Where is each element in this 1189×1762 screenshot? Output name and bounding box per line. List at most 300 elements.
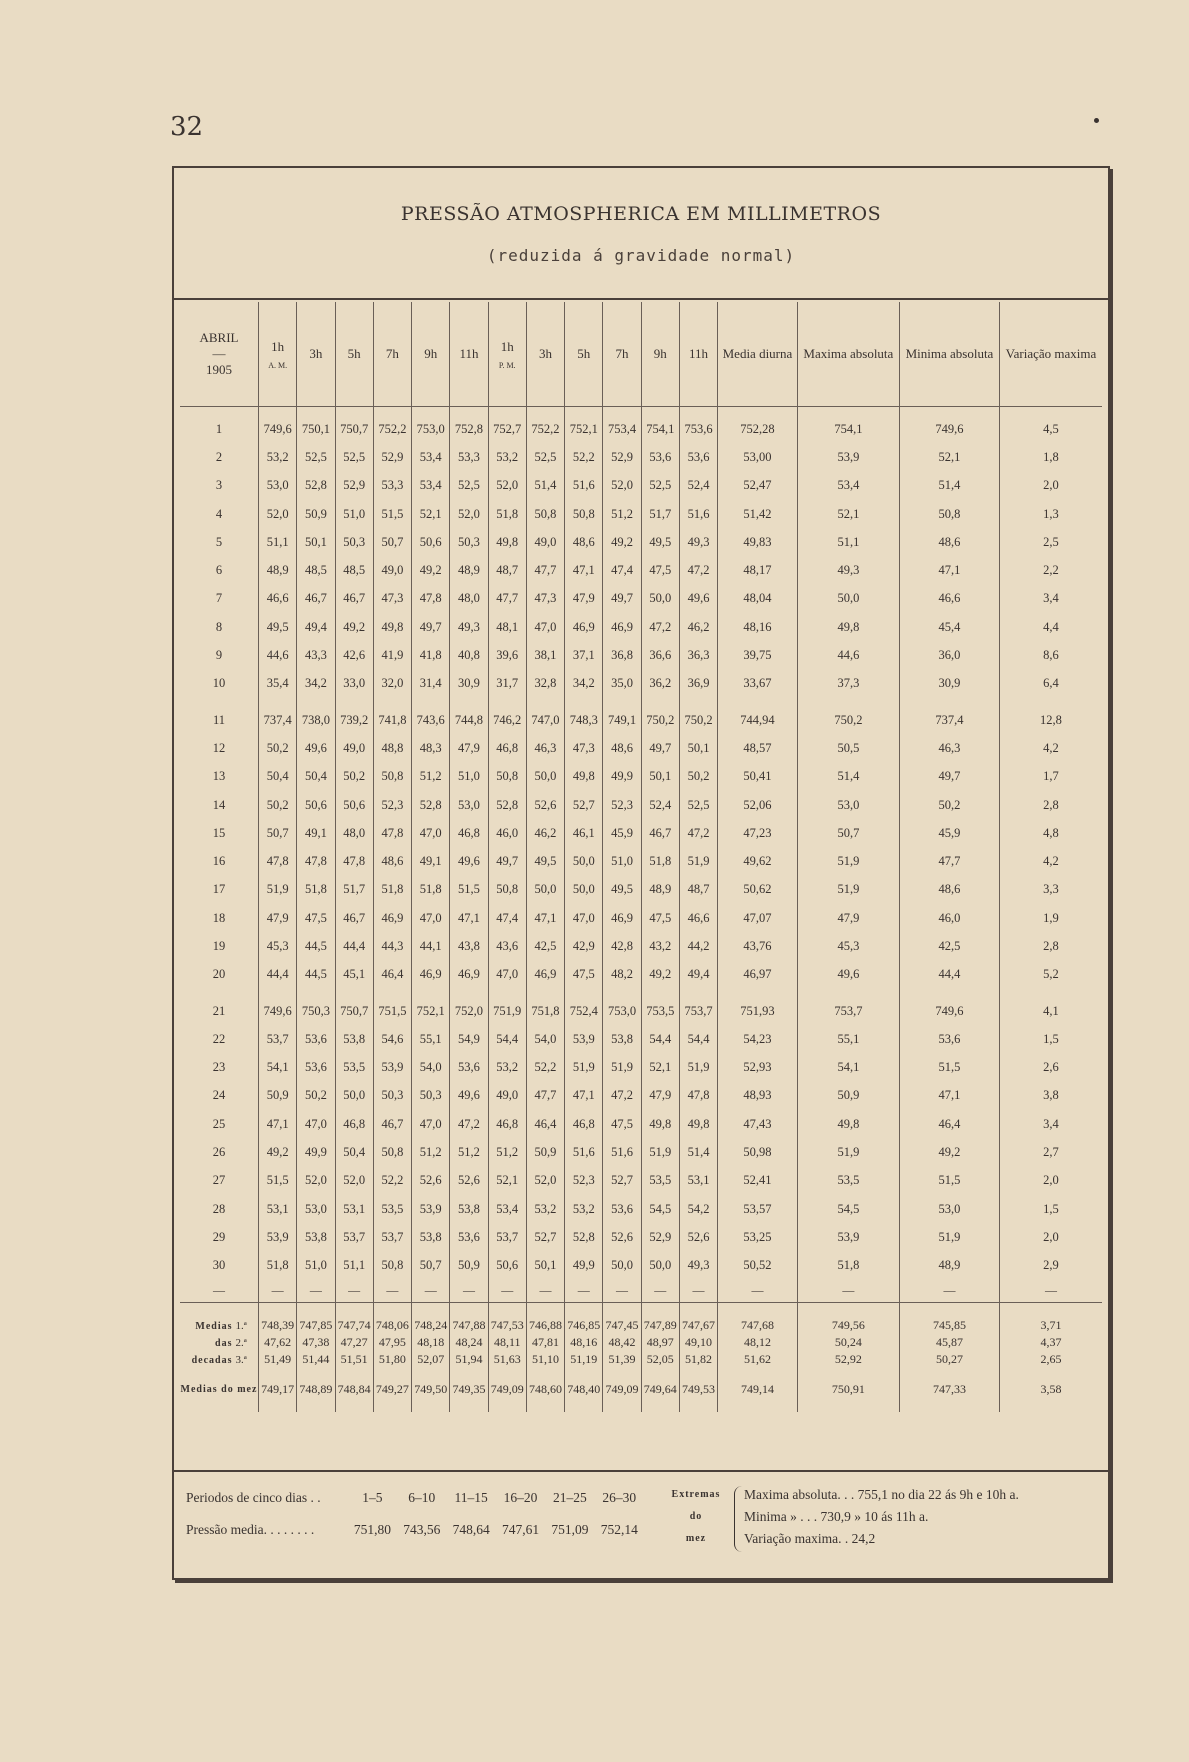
value-cell: 737,4: [259, 698, 297, 734]
table-row: [180, 1054, 1102, 1082]
decade-value: 48,42: [603, 1334, 641, 1351]
value-cell: 48,6: [603, 734, 641, 762]
value-cell: 53,0: [297, 1195, 335, 1223]
value-cell: 51,2: [412, 1138, 450, 1166]
value-cell: 52,0: [603, 472, 641, 500]
value-cell: 46,9: [450, 961, 488, 989]
table-row: [180, 904, 1102, 932]
hour-header: [679, 302, 717, 407]
table-frame: [172, 166, 1110, 1580]
value-cell: 47,3: [526, 585, 564, 613]
value-cell: 47,0: [526, 613, 564, 641]
decade-label-cell: [180, 1302, 259, 1334]
value-cell: 50,9: [526, 1138, 564, 1166]
value-cell: 50,8: [488, 763, 526, 791]
value-cell: 47,1: [450, 904, 488, 932]
value-cell: 750,1: [297, 407, 335, 444]
value-cell: 51,7: [335, 876, 373, 904]
value-cell: 50,4: [259, 763, 297, 791]
hour-header: [488, 302, 526, 407]
value-cell: 47,8: [412, 585, 450, 613]
value-cell: 51,8: [641, 847, 679, 875]
periodos-label: Periodos de cinco dias . .: [186, 1490, 321, 1505]
hour-header: [603, 302, 641, 407]
value-cell: 50,0: [565, 876, 603, 904]
dash-cell: —: [999, 1280, 1102, 1303]
value-cell: 50,98: [718, 1138, 798, 1166]
mez-value: 749,50: [412, 1368, 450, 1412]
dash-cell: —: [488, 1280, 526, 1303]
value-cell: 51,42: [718, 500, 798, 528]
value-cell: 51,0: [335, 500, 373, 528]
value-cell: 36,3: [679, 641, 717, 669]
value-cell: 750,2: [641, 698, 679, 734]
value-cell: 35,0: [603, 670, 641, 698]
dash-row: [180, 1280, 1102, 1303]
value-cell: 4,2: [999, 734, 1102, 762]
mez-value: 3,58: [999, 1368, 1102, 1412]
extremas-line: Minima » . . . 730,9 » 10 ás 11h a.: [744, 1509, 929, 1524]
day-cell: 15: [212, 825, 226, 840]
value-cell: 52,6: [450, 1167, 488, 1195]
value-cell: 51,9: [259, 876, 297, 904]
decade-value: 748,06: [373, 1302, 411, 1334]
value-cell: 49,8: [565, 763, 603, 791]
value-cell: 50,9: [259, 1082, 297, 1110]
day-cell: 8: [215, 619, 223, 634]
value-cell: 51,9: [679, 847, 717, 875]
hour-label: 7h: [385, 346, 399, 361]
value-cell: 753,7: [679, 989, 717, 1025]
value-cell: 52,3: [603, 791, 641, 819]
value-cell: 749,6: [900, 407, 1000, 444]
decade-value: 746,85: [565, 1302, 603, 1334]
value-cell: 49,8: [797, 1110, 899, 1138]
value-cell: 48,0: [335, 819, 373, 847]
decade-value: 48,97: [641, 1334, 679, 1351]
value-cell: 53,7: [373, 1223, 411, 1251]
value-cell: 49,2: [335, 613, 373, 641]
value-cell: 47,8: [259, 847, 297, 875]
value-cell: 49,7: [641, 734, 679, 762]
value-cell: 744,8: [450, 698, 488, 734]
value-cell: 49,2: [900, 1138, 1000, 1166]
periodos-row: [186, 1490, 642, 1506]
value-cell: 52,4: [641, 791, 679, 819]
decade-row: [180, 1351, 1102, 1368]
value-cell: 744,94: [718, 698, 798, 734]
value-cell: 54,2: [679, 1195, 717, 1223]
value-cell: 751,9: [488, 989, 526, 1025]
decade-label-cell: [180, 1351, 259, 1368]
value-cell: 42,9: [565, 932, 603, 960]
value-cell: 50,3: [450, 528, 488, 556]
value-cell: 49,9: [297, 1138, 335, 1166]
value-cell: 753,0: [412, 407, 450, 444]
decade-value: 45,87: [900, 1334, 1000, 1351]
value-cell: 47,2: [603, 1082, 641, 1110]
pressao-cell: 751,80: [353, 1522, 391, 1537]
value-cell: 43,3: [297, 641, 335, 669]
value-cell: 53,0: [900, 1195, 1000, 1223]
value-cell: 54,1: [259, 1054, 297, 1082]
value-cell: 49,2: [641, 961, 679, 989]
value-cell: 8,6: [999, 641, 1102, 669]
table-row: [180, 961, 1102, 989]
decade-value: 51,80: [373, 1351, 411, 1368]
value-cell: 52,0: [526, 1167, 564, 1195]
value-cell: 52,6: [603, 1223, 641, 1251]
value-cell: 42,5: [526, 932, 564, 960]
hour-label: 5h: [577, 346, 591, 361]
value-cell: 47,2: [641, 613, 679, 641]
value-cell: 743,6: [412, 698, 450, 734]
value-cell: 753,7: [797, 989, 899, 1025]
value-cell: 47,0: [412, 904, 450, 932]
value-cell: 35,4: [259, 670, 297, 698]
value-cell: 50,6: [335, 791, 373, 819]
value-cell: 50,8: [488, 876, 526, 904]
value-cell: 754,1: [641, 407, 679, 444]
value-cell: 45,9: [900, 819, 1000, 847]
value-cell: 50,62: [718, 876, 798, 904]
dash-cell: —: [213, 1283, 225, 1298]
periodo-cell: 26–30: [602, 1490, 637, 1505]
value-cell: 53,4: [797, 472, 899, 500]
decade-label-cell: [180, 1334, 259, 1351]
variacao-header: Variação maxima: [999, 302, 1102, 407]
value-cell: 51,6: [679, 500, 717, 528]
table-row: [180, 763, 1102, 791]
value-cell: 2,0: [999, 472, 1102, 500]
value-cell: 46,0: [900, 904, 1000, 932]
value-cell: 49,0: [373, 556, 411, 584]
value-cell: 49,7: [603, 585, 641, 613]
value-cell: 50,6: [412, 528, 450, 556]
decade-value: 51,82: [679, 1351, 717, 1368]
decade-value: 52,92: [797, 1351, 899, 1368]
value-cell: 52,3: [565, 1167, 603, 1195]
value-cell: 50,2: [259, 791, 297, 819]
page-number: 32: [170, 112, 204, 142]
decade-value: 48,11: [488, 1334, 526, 1351]
table-row: [180, 819, 1102, 847]
header-row: [180, 302, 1102, 407]
value-cell: 2,0: [999, 1223, 1102, 1251]
value-cell: 746,2: [488, 698, 526, 734]
decade-ordinal: 1.ª: [235, 1319, 247, 1332]
value-cell: 48,5: [297, 556, 335, 584]
day-cell: 18: [212, 910, 226, 925]
day-cell: 26: [212, 1145, 226, 1160]
value-cell: 47,7: [900, 847, 1000, 875]
value-cell: 749,6: [259, 989, 297, 1025]
minima-header: Minima absoluta: [900, 302, 1000, 407]
day-cell: 13: [212, 769, 226, 784]
hour-label: 11h: [689, 346, 709, 361]
value-cell: 50,0: [797, 585, 899, 613]
value-cell: 52,8: [297, 472, 335, 500]
value-cell: 54,23: [718, 1025, 798, 1053]
value-cell: 53,7: [259, 1025, 297, 1053]
value-cell: 748,3: [565, 698, 603, 734]
value-cell: 51,0: [603, 847, 641, 875]
value-cell: 52,5: [335, 443, 373, 471]
periodo-cell: 6–10: [408, 1490, 436, 1505]
value-cell: 752,8: [450, 407, 488, 444]
table-row: [180, 1252, 1102, 1280]
value-cell: 49,3: [450, 613, 488, 641]
pm-label: P. M.: [498, 360, 516, 370]
value-cell: 53,8: [335, 1025, 373, 1053]
value-cell: 49,8: [797, 613, 899, 641]
value-cell: 53,9: [373, 1054, 411, 1082]
value-cell: 51,2: [488, 1138, 526, 1166]
value-cell: 53,4: [488, 1195, 526, 1223]
table-row: [180, 1025, 1102, 1053]
table-row: [180, 734, 1102, 762]
value-cell: 53,25: [718, 1223, 798, 1251]
value-cell: 53,5: [641, 1167, 679, 1195]
value-cell: 51,5: [900, 1054, 1000, 1082]
value-cell: 749,1: [603, 698, 641, 734]
value-cell: 51,4: [526, 472, 564, 500]
value-cell: 752,2: [526, 407, 564, 444]
value-cell: 30,9: [900, 670, 1000, 698]
value-cell: 49,6: [679, 585, 717, 613]
decade-label: Medias: [195, 1320, 233, 1332]
value-cell: 50,7: [373, 528, 411, 556]
value-cell: 51,6: [565, 1138, 603, 1166]
value-cell: 46,8: [488, 1110, 526, 1138]
value-cell: 50,3: [335, 528, 373, 556]
maxima-header: Maxima absoluta: [797, 302, 899, 407]
value-cell: 49,3: [797, 556, 899, 584]
value-cell: 2,5: [999, 528, 1102, 556]
value-cell: 51,9: [797, 876, 899, 904]
value-cell: 52,41: [718, 1167, 798, 1195]
day-cell: 9: [215, 648, 223, 663]
value-cell: 52,0: [335, 1167, 373, 1195]
value-cell: 48,04: [718, 585, 798, 613]
value-cell: 51,8: [297, 876, 335, 904]
value-cell: 52,3: [373, 791, 411, 819]
hour-header: [373, 302, 411, 407]
value-cell: 51,0: [297, 1252, 335, 1280]
value-cell: 52,8: [488, 791, 526, 819]
day-cell: 2: [215, 449, 223, 464]
value-cell: 52,93: [718, 1054, 798, 1082]
dash-cell: —: [679, 1280, 717, 1303]
day-cell: 11: [212, 712, 226, 727]
value-cell: 1,9: [999, 904, 1102, 932]
periodo-cell: 1–5: [362, 1490, 383, 1505]
value-cell: 739,2: [335, 698, 373, 734]
decade-value: 51,19: [565, 1351, 603, 1368]
value-cell: 52,5: [679, 791, 717, 819]
value-cell: 47,5: [565, 961, 603, 989]
value-cell: 54,4: [488, 1025, 526, 1053]
value-cell: 53,5: [797, 1167, 899, 1195]
value-cell: 49,9: [603, 763, 641, 791]
day-cell: 23: [212, 1060, 226, 1075]
mez-value: 750,91: [797, 1368, 899, 1412]
value-cell: 52,7: [526, 1223, 564, 1251]
value-cell: 34,2: [565, 670, 603, 698]
value-cell: 52,2: [565, 443, 603, 471]
value-cell: 50,2: [679, 763, 717, 791]
value-cell: 2,0: [999, 1167, 1102, 1195]
value-cell: 753,4: [603, 407, 641, 444]
value-cell: 48,16: [718, 613, 798, 641]
value-cell: 53,6: [900, 1025, 1000, 1053]
decade-value: 747,88: [450, 1302, 488, 1334]
value-cell: 53,0: [259, 472, 297, 500]
value-cell: 47,3: [565, 734, 603, 762]
table-row: [180, 1223, 1102, 1251]
value-cell: 49,6: [450, 847, 488, 875]
value-cell: 53,9: [259, 1223, 297, 1251]
decade-value: 51,62: [718, 1351, 798, 1368]
value-cell: 53,4: [412, 443, 450, 471]
value-cell: 54,4: [679, 1025, 717, 1053]
value-cell: 52,0: [259, 500, 297, 528]
dash-cell: —: [335, 1280, 373, 1303]
table-row: [180, 791, 1102, 819]
value-cell: 46,4: [900, 1110, 1000, 1138]
hour-header: [259, 302, 297, 407]
value-cell: 50,52: [718, 1252, 798, 1280]
value-cell: 46,6: [900, 585, 1000, 613]
value-cell: 51,9: [797, 1138, 899, 1166]
value-cell: 1,7: [999, 763, 1102, 791]
value-cell: 4,1: [999, 989, 1102, 1025]
value-cell: 51,0: [450, 763, 488, 791]
value-cell: 49,8: [679, 1110, 717, 1138]
value-cell: 53,6: [603, 1195, 641, 1223]
value-cell: 46,2: [526, 819, 564, 847]
value-cell: 50,9: [797, 1082, 899, 1110]
value-cell: 46,8: [335, 1110, 373, 1138]
mez-value: 749,09: [488, 1368, 526, 1412]
value-cell: 52,5: [450, 472, 488, 500]
value-cell: 47,7: [488, 585, 526, 613]
value-cell: 753,0: [603, 989, 641, 1025]
value-cell: 49,8: [373, 613, 411, 641]
value-cell: 750,3: [297, 989, 335, 1025]
value-cell: 47,5: [641, 904, 679, 932]
value-cell: 53,57: [718, 1195, 798, 1223]
value-cell: 41,8: [412, 641, 450, 669]
value-cell: 48,6: [900, 528, 1000, 556]
day-cell: 29: [212, 1229, 226, 1244]
value-cell: 54,5: [641, 1195, 679, 1223]
value-cell: 51,1: [259, 528, 297, 556]
decade-value: 47,38: [297, 1334, 335, 1351]
value-cell: 51,2: [603, 500, 641, 528]
day-cell: 19: [212, 938, 226, 953]
value-cell: 2,9: [999, 1252, 1102, 1280]
value-cell: 53,9: [412, 1195, 450, 1223]
value-cell: 55,1: [797, 1025, 899, 1053]
value-cell: 43,6: [488, 932, 526, 960]
value-cell: 53,1: [335, 1195, 373, 1223]
day-cell: 7: [215, 591, 223, 606]
value-cell: 49,6: [797, 961, 899, 989]
value-cell: 53,1: [259, 1195, 297, 1223]
value-cell: 51,5: [900, 1167, 1000, 1195]
periodo-cell: 21–25: [553, 1490, 587, 1505]
value-cell: 46,4: [373, 961, 411, 989]
hour-header: [297, 302, 335, 407]
value-cell: 752,4: [565, 989, 603, 1025]
value-cell: 53,6: [450, 1223, 488, 1251]
value-cell: 51,1: [797, 528, 899, 556]
table-row: [180, 500, 1102, 528]
value-cell: 44,6: [259, 641, 297, 669]
value-cell: 53,00: [718, 443, 798, 471]
month-label: ABRIL: [199, 330, 239, 345]
value-cell: 43,8: [450, 932, 488, 960]
pressao-cell: 747,61: [501, 1522, 540, 1537]
value-cell: 53,2: [488, 1054, 526, 1082]
value-cell: 49,7: [412, 613, 450, 641]
month-dash: —: [212, 346, 226, 361]
value-cell: 54,0: [412, 1054, 450, 1082]
value-cell: 52,0: [297, 1167, 335, 1195]
value-cell: 53,7: [488, 1223, 526, 1251]
decade-value: 745,85: [900, 1302, 1000, 1334]
value-cell: 39,6: [488, 641, 526, 669]
value-cell: 741,8: [373, 698, 411, 734]
value-cell: 48,17: [718, 556, 798, 584]
top-rule: [174, 298, 1108, 300]
value-cell: 49,6: [297, 734, 335, 762]
value-cell: 51,9: [641, 1138, 679, 1166]
value-cell: 52,6: [526, 791, 564, 819]
value-cell: 37,1: [565, 641, 603, 669]
value-cell: 4,5: [999, 407, 1102, 444]
value-cell: 752,2: [373, 407, 411, 444]
value-cell: 47,1: [259, 1110, 297, 1138]
value-cell: 44,5: [297, 932, 335, 960]
decade-ordinal: 3.ª: [235, 1353, 247, 1366]
value-cell: 50,1: [297, 528, 335, 556]
value-cell: 1,8: [999, 443, 1102, 471]
mez-value: 749,35: [450, 1368, 488, 1412]
value-cell: 49,6: [450, 1082, 488, 1110]
value-cell: 47,1: [565, 1082, 603, 1110]
dash-cell: —: [526, 1280, 564, 1303]
value-cell: 50,8: [526, 500, 564, 528]
hour-label: 3h: [538, 346, 552, 361]
table-row: [180, 1167, 1102, 1195]
value-cell: 53,2: [259, 443, 297, 471]
value-cell: 42,6: [335, 641, 373, 669]
value-cell: 36,8: [603, 641, 641, 669]
value-cell: 49,1: [412, 847, 450, 875]
decade-value: 3,71: [999, 1302, 1102, 1334]
value-cell: 50,7: [259, 819, 297, 847]
value-cell: 43,76: [718, 932, 798, 960]
value-cell: 53,3: [373, 472, 411, 500]
value-cell: 52,4: [679, 472, 717, 500]
value-cell: 53,0: [450, 791, 488, 819]
table-row: [180, 876, 1102, 904]
dash-cell: —: [297, 1280, 335, 1303]
decade-value: 747,85: [297, 1302, 335, 1334]
value-cell: 50,7: [412, 1252, 450, 1280]
